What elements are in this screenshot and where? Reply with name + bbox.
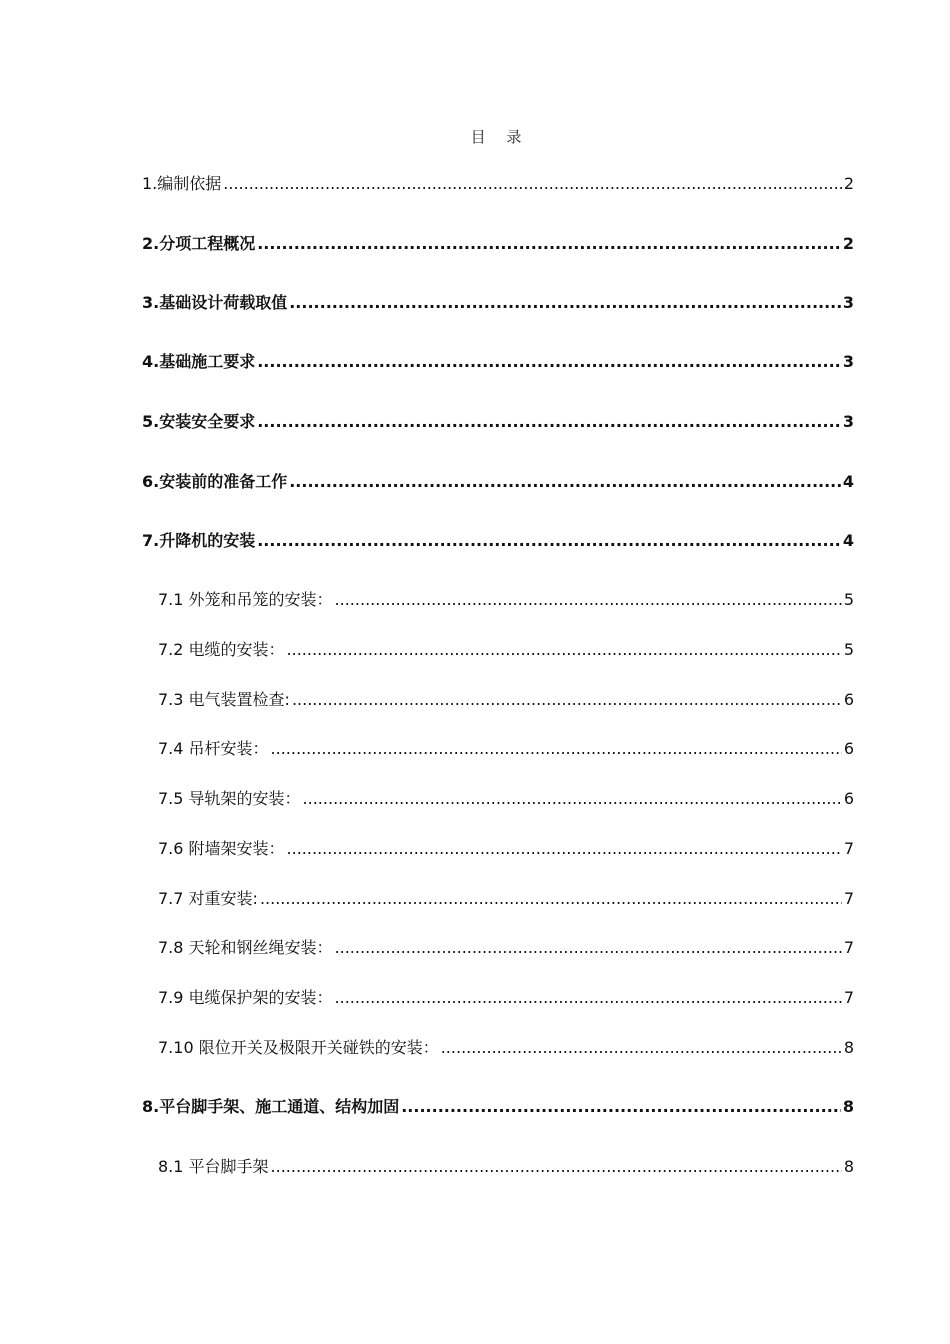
toc-entry-page: 7	[843, 839, 854, 858]
toc-entry-page: 7	[843, 889, 854, 908]
toc-leader-dots	[292, 688, 842, 712]
toc-entry-7-8[interactable]	[158, 936, 854, 960]
toc-entry-page: 2	[843, 174, 854, 193]
toc-entry-label: 8.1 平台脚手架	[158, 1157, 269, 1176]
toc-title: 目 录	[470, 128, 530, 146]
toc-entry-page: 7	[843, 938, 854, 957]
toc-entry-2[interactable]	[142, 232, 854, 256]
toc-entry-page: 6	[843, 690, 854, 709]
toc-entry-7-5[interactable]	[158, 787, 854, 811]
toc-leader-dots	[335, 986, 842, 1010]
toc-entry-7-7[interactable]	[158, 887, 854, 911]
toc-entry-page: 3	[842, 293, 854, 312]
toc-entry-7-10[interactable]	[158, 1036, 854, 1060]
toc-leader-dots	[223, 172, 842, 196]
toc-entry-7-1[interactable]	[158, 588, 854, 612]
toc-entry-page: 3	[842, 412, 854, 431]
toc-entry-8-1[interactable]	[158, 1155, 854, 1179]
toc-entry-page: 8	[843, 1157, 854, 1176]
toc-leader-dots	[335, 588, 842, 612]
toc-entry-page: 2	[842, 234, 854, 253]
toc-entry-label: 2.分项工程概况	[142, 234, 256, 253]
toc-entry-4[interactable]	[142, 350, 854, 374]
toc-leader-dots	[287, 638, 842, 662]
toc-leader-dots	[260, 887, 842, 911]
toc-entry-7-3[interactable]	[158, 688, 854, 712]
toc-entry-label: 6.安装前的准备工作	[142, 472, 288, 491]
toc-entry-7-4[interactable]	[158, 737, 854, 761]
toc-leader-dots	[257, 350, 841, 374]
toc-entry-page: 4	[842, 531, 854, 550]
toc-entry-label: 7.4 吊杆安装：	[158, 739, 269, 758]
toc-entry-3[interactable]	[142, 291, 854, 315]
toc-entry-7[interactable]	[142, 529, 854, 553]
toc-leader-dots	[287, 837, 842, 861]
toc-entry-page: 3	[842, 352, 854, 371]
toc-leader-dots	[441, 1036, 842, 1060]
toc-entry-8[interactable]	[142, 1095, 854, 1119]
toc-entry-page: 5	[843, 640, 854, 659]
toc-entry-label: 7.6 附墙架安装：	[158, 839, 285, 858]
toc-entry-label: 5.安装安全要求	[142, 412, 256, 431]
toc-entry-label: 7.9 电缆保护架的安装：	[158, 988, 333, 1007]
toc-leader-dots	[335, 936, 842, 960]
toc-leader-dots	[271, 1155, 842, 1179]
toc-entry-label: 7.3 电气装置检查:	[158, 690, 290, 709]
toc-entry-page: 7	[843, 988, 854, 1007]
toc-entry-label: 7.10 限位开关及极限开关碰铁的安装：	[158, 1038, 439, 1057]
toc-entry-label: 7.1 外笼和吊笼的安装：	[158, 590, 333, 609]
toc-entry-label: 3.基础设计荷载取值	[142, 293, 288, 312]
toc-entry-label: 7.2 电缆的安装：	[158, 640, 285, 659]
toc-leader-dots	[257, 410, 841, 434]
toc-entry-page: 8	[843, 1038, 854, 1057]
toc-entry-label: 7.8 天轮和钢丝绳安装：	[158, 938, 333, 957]
toc-entry-page: 6	[843, 789, 854, 808]
toc-entry-page: 8	[842, 1097, 854, 1116]
toc-entry-label: 1.编制依据	[142, 174, 222, 193]
toc-entry-label: 7.5 导轨架的安装：	[158, 789, 301, 808]
toc-leader-dots	[271, 737, 842, 761]
toc-entry-label: 8.平台脚手架、施工通道、结构加固	[142, 1097, 400, 1116]
toc-entry-page: 6	[843, 739, 854, 758]
toc-leader-dots	[257, 529, 841, 553]
toc-leader-dots	[401, 1095, 841, 1119]
toc-leader-dots	[289, 470, 841, 494]
toc-entry-label: 4.基础施工要求	[142, 352, 256, 371]
toc-entry-7-6[interactable]	[158, 837, 854, 861]
toc-entry-6[interactable]	[142, 470, 854, 494]
toc-entry-7-9[interactable]	[158, 986, 854, 1010]
toc-leader-dots	[257, 232, 841, 256]
toc-entry-5[interactable]	[142, 410, 854, 434]
toc-entry-7-2[interactable]	[158, 638, 854, 662]
toc-entry-page: 5	[843, 590, 854, 609]
toc-leader-dots	[289, 291, 841, 315]
toc-entry-page: 4	[842, 472, 854, 491]
toc-entry-label: 7.7 对重安装:	[158, 889, 258, 908]
toc-entry-1[interactable]	[142, 172, 854, 196]
toc-entry-label: 7.升降机的安装	[142, 531, 256, 550]
toc-leader-dots	[303, 787, 842, 811]
